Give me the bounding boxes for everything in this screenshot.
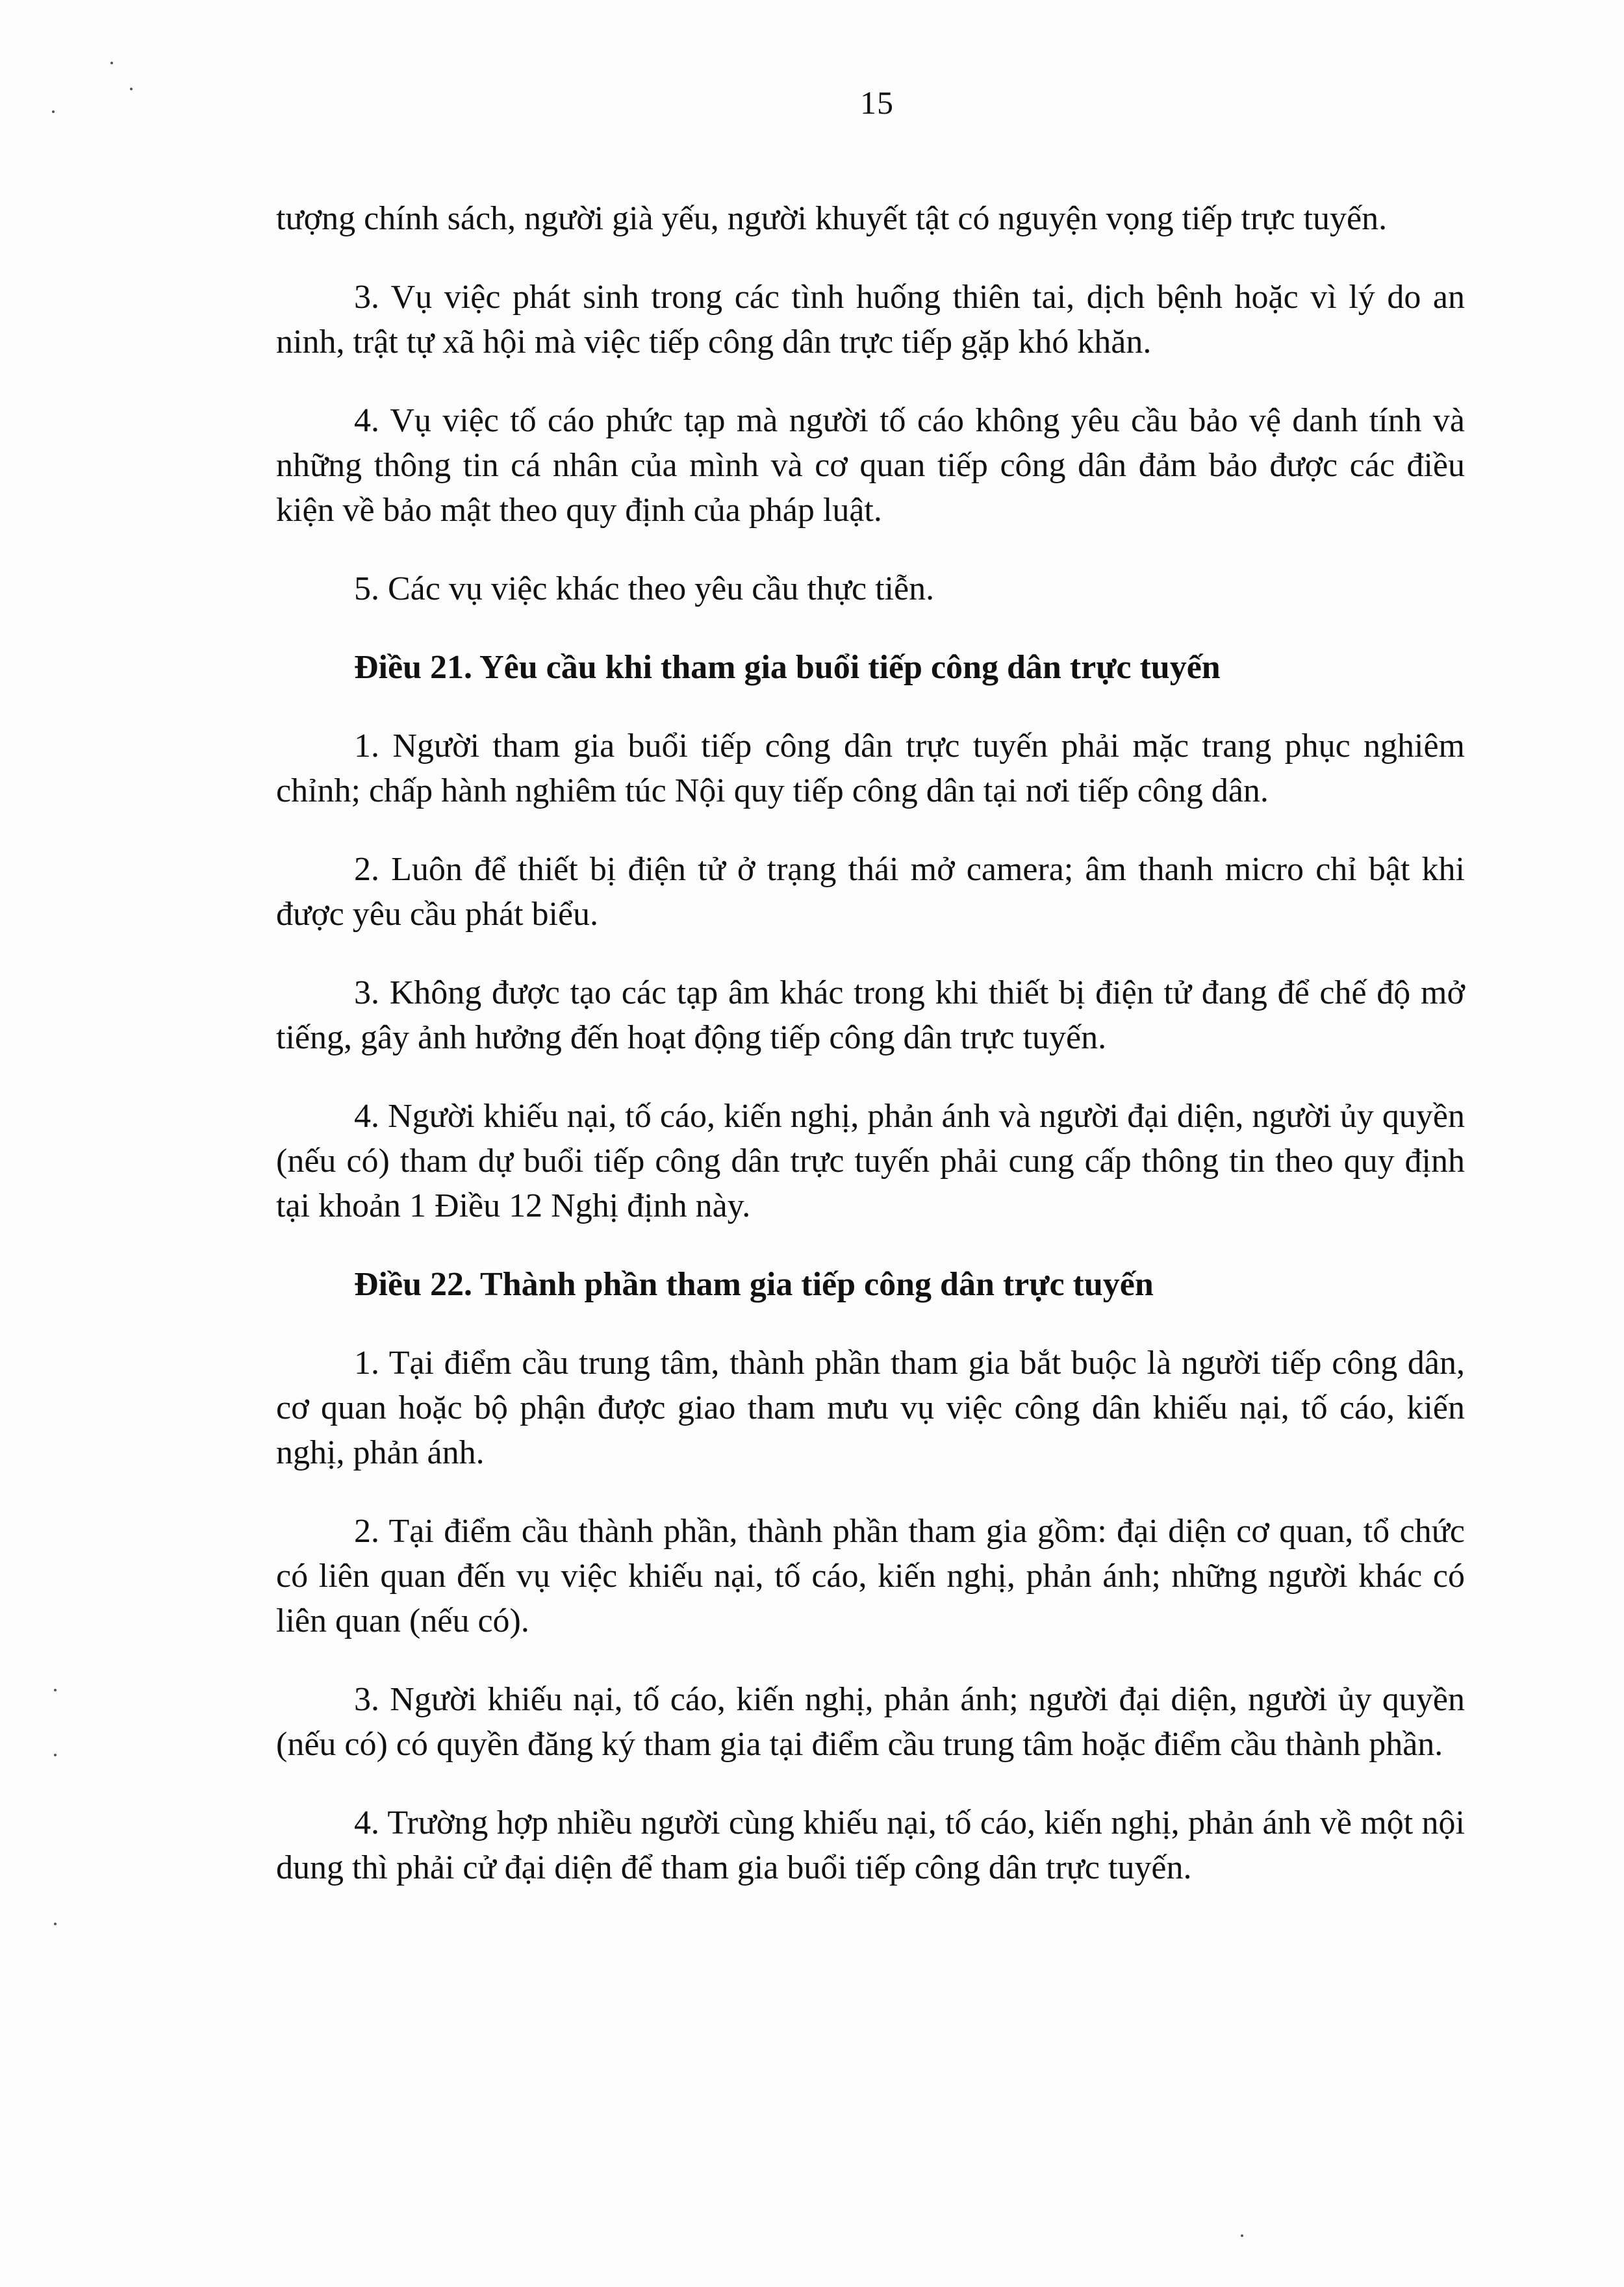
article-21-item: 3. Không được tạo các tạp âm khác trong khi thiết bị điện tử đang để chế độ mở tiếng, gây ảnh hưởng đến hoạt động tiếp công dân trực tuyến. (276, 974, 1465, 1056)
article-21-item: 2. Luôn để thiết bị điện tử ở trạng thái mở camera; âm thanh micro chỉ bật khi được yêu cầu phát biểu. (276, 851, 1465, 933)
paragraph: 4. Vụ việc tố cáo phức tạp mà người tố cáo không yêu cầu bảo vệ danh tính và những thông tin cá nhân của mình và cơ quan tiếp công dân đảm bảo được các điều kiện về bảo mật theo quy định của pháp luật. (276, 402, 1465, 529)
scan-speck (54, 1689, 57, 1691)
article-21-heading: Điều 21. Yêu cầu khi tham gia buổi tiếp công dân trực tuyến (354, 649, 1221, 686)
article-22-item: 4. Trường hợp nhiều người cùng khiếu nại, tố cáo, kiến nghị, phản ánh về một nội dung thì phải cử đại diện để tham gia buổi tiếp công dân trực tuyến. (276, 1804, 1465, 1886)
paragraph: 3. Vụ việc phát sinh trong các tình huống thiên tai, dịch bệnh hoặc vì lý do an ninh, trật tự xã hội mà việc tiếp công dân trực tiếp gặp khó khăn. (276, 279, 1465, 360)
article-22-heading: Điều 22. Thành phần tham gia tiếp công dân trực tuyến (354, 1266, 1154, 1303)
article-22-item: 3. Người khiếu nại, tố cáo, kiến nghị, phản ánh; người đại diện, người ủy quyền (nếu có) có quyền đăng ký tham gia tại điểm cầu trung tâm hoặc điểm cầu thành phần. (276, 1681, 1465, 1763)
page-number: 15 (860, 84, 894, 121)
document-body (276, 196, 1465, 1924)
scan-speck (54, 1923, 57, 1925)
scan-speck (54, 1754, 57, 1756)
paragraph: 5. Các vụ việc khác theo yêu cầu thực tiễn. (354, 570, 935, 607)
paragraph: tượng chính sách, người già yếu, người khuyết tật có nguyện vọng tiếp trực tuyến. (276, 200, 1388, 237)
article-22-item: 2. Tại điểm cầu thành phần, thành phần tham gia gồm: đại diện cơ quan, tổ chức có liên quan đến vụ việc khiếu nại, tố cáo, kiến nghị, phản ánh; những người khác có liên quan (nếu có). (276, 1513, 1465, 1639)
scan-speck (110, 62, 113, 64)
scan-speck (1241, 2234, 1243, 2237)
article-21-item: 1. Người tham gia buổi tiếp công dân trực tuyến phải mặc trang phục nghiêm chỉnh; chấp hành nghiêm túc Nội quy tiếp công dân tại nơi tiếp công dân. (276, 727, 1465, 809)
article-21-item: 4. Người khiếu nại, tố cáo, kiến nghị, phản ánh và người đại diện, người ủy quyền (nếu có) tham dự buổi tiếp công dân trực tuyến phải cung cấp thông tin theo quy định tại khoản 1 Điều 12 Nghị định này. (276, 1098, 1465, 1224)
article-22-item: 1. Tại điểm cầu trung tâm, thành phần tham gia bắt buộc là người tiếp công dân, cơ quan hoặc bộ phận được giao tham mưu vụ việc công dân khiếu nại, tố cáo, kiến nghị, phản ánh. (276, 1345, 1465, 1471)
